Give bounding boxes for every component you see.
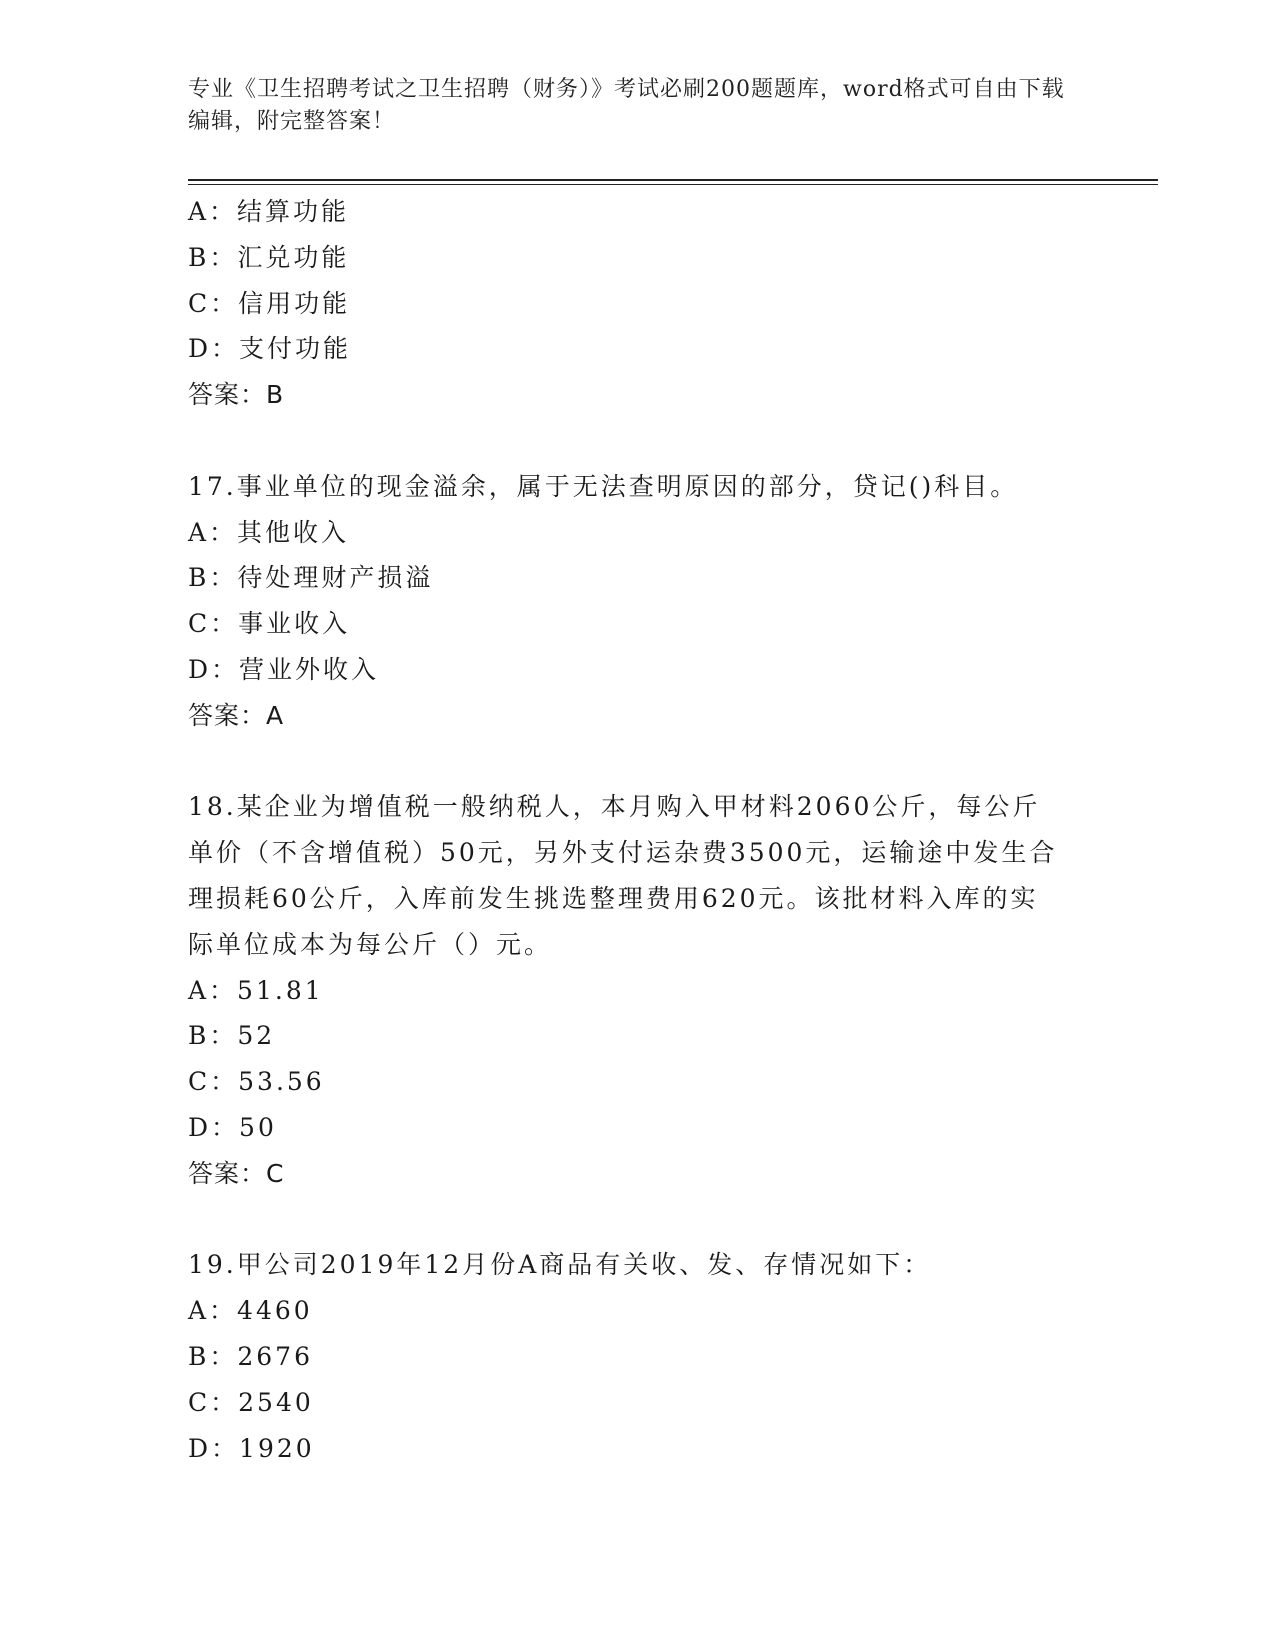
- option-d: D：支付功能: [188, 334, 352, 364]
- option-c: C：信用功能: [188, 288, 351, 318]
- answer: 答案：B: [188, 380, 285, 410]
- option-c: C：2540: [188, 1387, 314, 1417]
- question-18: [188, 784, 1088, 1196]
- option-a: A：其他收入: [188, 517, 350, 547]
- spacer: [188, 418, 1088, 464]
- option-b: B：待处理财产损溢: [188, 563, 434, 593]
- option-d: D：营业外收入: [188, 654, 380, 684]
- question-stem-line-2: 单价（不含增值税）50元，另外支付运杂费3500元，运输途中发生合: [188, 838, 1058, 868]
- question-stem: 19.甲公司2019年12月份A商品有关收、发、存情况如下：: [188, 1250, 932, 1280]
- question-stem-line-4: 际单位成本为每公斤（）元。: [188, 929, 553, 959]
- option-b: B：52: [188, 1021, 276, 1051]
- document-header: 专业《卫生招聘考试之卫生招聘（财务）》考试必刷200题题库，word格式可自由下载编辑，附完整答案！: [188, 77, 1065, 134]
- question-16: [188, 189, 1088, 418]
- option-b: B：2676: [188, 1341, 313, 1371]
- question-stem-line-1: 18.某企业为增值税一般纳税人，本月购入甲材料2060公斤，每公斤: [188, 792, 1041, 822]
- option-a: A：4460: [188, 1296, 313, 1326]
- header-divider-thin: [188, 184, 1158, 185]
- option-c: C：事业收入: [188, 609, 351, 639]
- question-17: [188, 464, 1088, 739]
- option-a: A：51.81: [188, 975, 324, 1005]
- question-stem-line-3: 理损耗60公斤，入库前发生挑选整理费用620元。该批材料入库的实: [188, 883, 1039, 913]
- header-divider-thick: [188, 179, 1158, 181]
- option-d: D：1920: [188, 1433, 315, 1463]
- question-19: [188, 1242, 1088, 1471]
- spacer: [188, 739, 1088, 785]
- answer: 答案：A: [188, 700, 285, 730]
- spacer: [188, 1197, 1088, 1243]
- question-stem: 17.事业单位的现金溢余，属于无法查明原因的部分，贷记()科目。: [188, 471, 1019, 501]
- question-list: [188, 189, 1088, 1471]
- option-a: A：结算功能: [188, 197, 350, 226]
- option-c: C：53.56: [188, 1067, 325, 1097]
- option-d: D：50: [188, 1112, 277, 1142]
- option-b: B：汇兑功能: [188, 242, 350, 272]
- answer: 答案：C: [188, 1158, 285, 1188]
